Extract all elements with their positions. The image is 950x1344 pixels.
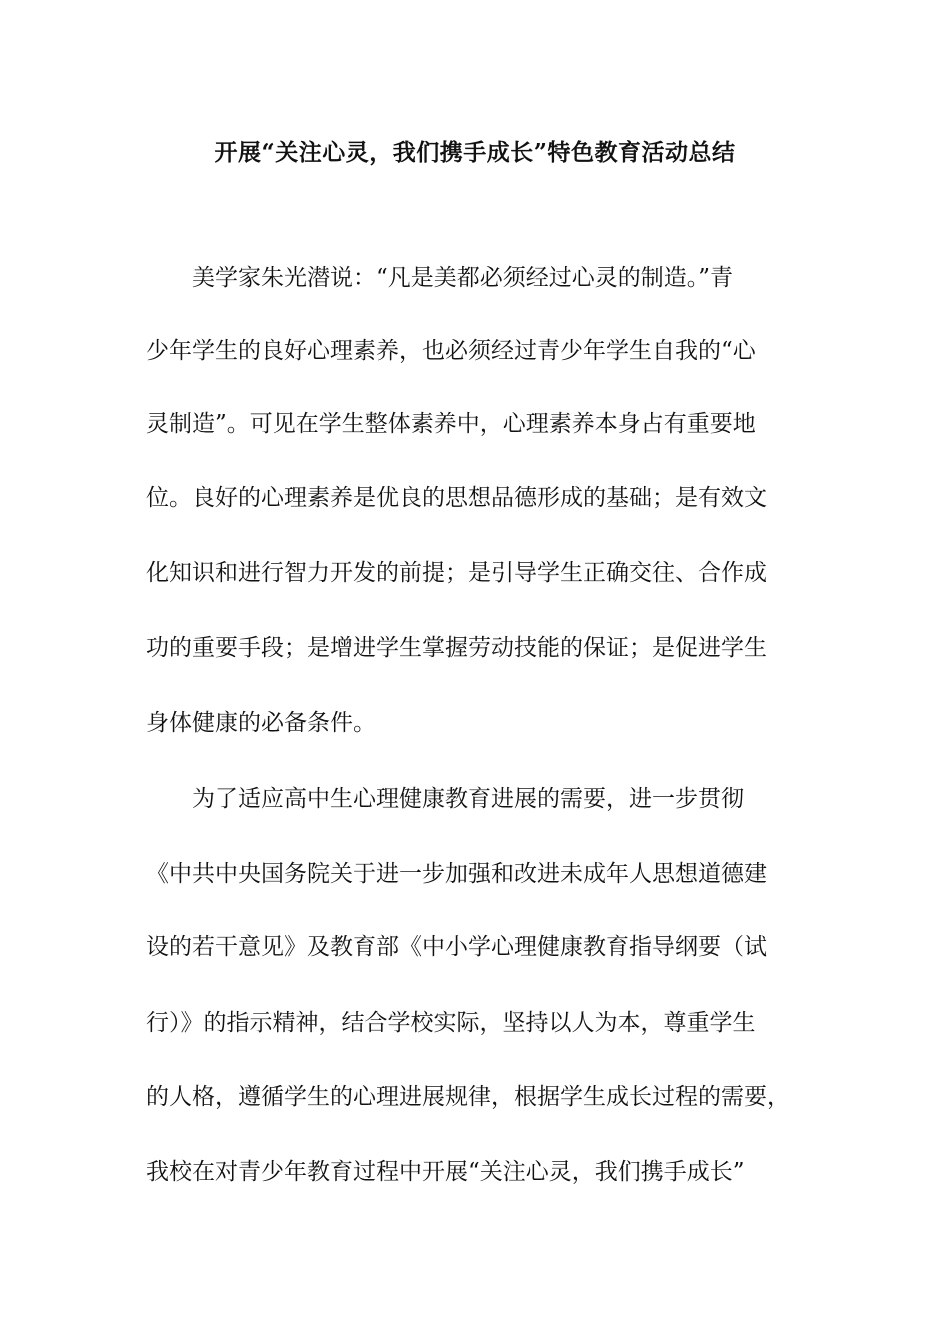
paragraph-1-line-6: 功的重要手段；是增进学生掌握劳动技能的保证；是促进学生	[146, 635, 767, 661]
paragraph-1-line-3: 灵制造”。可见在学生整体素养中，心理素养本身占有重要地	[146, 411, 756, 437]
paragraph-1-line-2: 少年学生的良好心理素养，也必须经过青少年学生自我的“心	[146, 338, 756, 364]
paragraph-2-line-4: 行）》的指示精神，结合学校实际，坚持以人为本，尊重学生	[146, 1010, 756, 1036]
paragraph-1-line-4: 位。良好的心理素养是优良的思想品德形成的基础；是有效文	[146, 485, 767, 511]
paragraph-1-line-5: 化知识和进行智力开发的前提；是引导学生正确交往、合作成	[146, 560, 767, 586]
paragraph-2-line-6: 我校在对青少年教育过程中开展“关注心灵，我们携手成长”	[146, 1159, 745, 1185]
paragraph-2-line-3: 设的若干意见》及教育部《中小学心理健康教育指导纲要（试	[146, 934, 767, 960]
paragraph-1-line-7: 身体健康的必备条件。	[146, 710, 376, 736]
document-title: 开展“关注心灵，我们携手成长”特色教育活动总结	[214, 139, 736, 166]
paragraph-2-line-2: 《中共中央国务院关于进一步加强和改进未成年人思想道德建	[146, 861, 767, 887]
paragraph-2-line-1: 为了适应高中生心理健康教育进展的需要，进一步贯彻	[192, 786, 744, 812]
paragraph-2-line-5: 的人格，遵循学生的心理进展规律，根据学生成长过程的需要，	[146, 1084, 790, 1110]
paragraph-1-line-1: 美学家朱光潜说：“凡是美都必须经过心灵的制造。”青	[192, 265, 734, 291]
